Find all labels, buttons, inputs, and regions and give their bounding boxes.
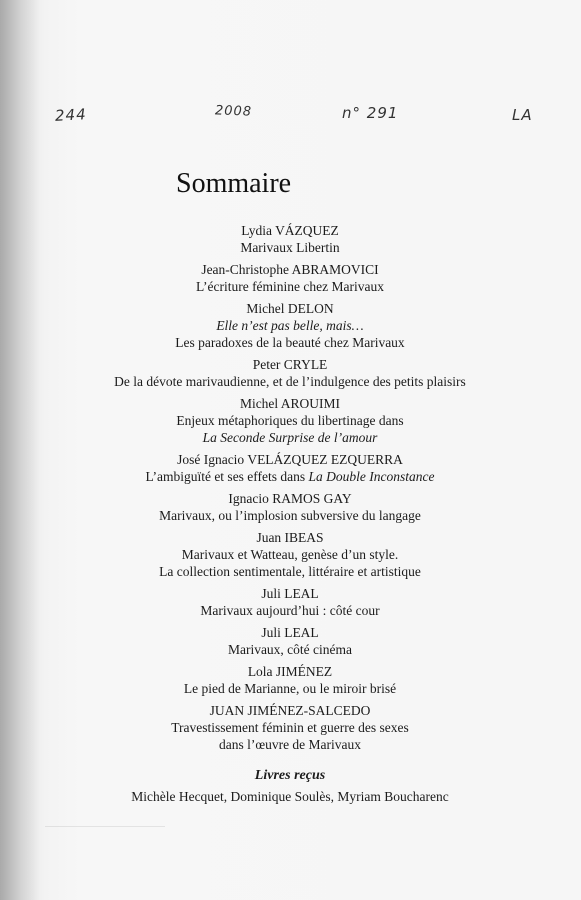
handwritten-note: 2008 xyxy=(214,103,253,120)
entry-author: Juan IBEAS xyxy=(256,530,324,545)
entry-author: Juli LEAL xyxy=(261,625,319,640)
entry-author: Lydia VÁZQUEZ xyxy=(241,223,339,238)
entry-author: JUAN JIMÉNEZ-SALCEDO xyxy=(209,703,371,718)
toc-entry xyxy=(40,300,540,351)
entry-title-line: Marivaux aujourd’hui : côté cour xyxy=(200,603,380,618)
entry-author: Jean-Christophe ABRAMOVICI xyxy=(201,262,379,277)
entry-title-line: L’écriture féminine chez Marivaux xyxy=(195,279,385,294)
toc-entry xyxy=(40,624,540,658)
toc-entry xyxy=(40,663,540,697)
books-authors: Michèle Hecquet, Dominique Soulès, Myriam Boucharenc xyxy=(131,789,449,804)
entry-title-line: Marivaux et Watteau, genèse d’un style. xyxy=(181,547,399,562)
entry-author: José Ignacio VELÁZQUEZ EZQUERRA xyxy=(177,452,403,467)
entry-title-line: La collection sentimentale, littéraire et artistique xyxy=(159,564,421,579)
page-title: Sommaire xyxy=(176,168,292,199)
entry-title-line: Travestissement féminin et guerre des sexes xyxy=(171,720,409,735)
toc-entry xyxy=(40,490,540,524)
divider xyxy=(45,826,165,827)
entry-title-line: dans l’œuvre de Marivaux xyxy=(218,737,362,752)
toc-entry xyxy=(40,451,540,485)
toc-entry xyxy=(40,529,540,580)
entry-title-line: Enjeux métaphoriques du libertinage dans xyxy=(176,413,404,428)
entry-title-line: Le pied de Marianne, ou le miroir brisé xyxy=(183,681,397,696)
entry-title-line: Les paradoxes de la beauté chez Marivaux xyxy=(175,335,405,350)
entry-title-line: De la dévote marivaudienne, et de l’indulgence des petits plaisirs xyxy=(114,374,466,389)
handwritten-note: 244 xyxy=(54,105,88,125)
entry-title-line: Marivaux Libertin xyxy=(240,240,340,255)
entry-author: Peter CRYLE xyxy=(252,357,328,372)
entry-author: Ignacio RAMOS GAY xyxy=(228,491,352,506)
entry-title-segment: L’ambiguïté et ses effets dans xyxy=(145,469,309,484)
entry-author: Lola JIMÉNEZ xyxy=(247,664,333,679)
toc-entry xyxy=(40,356,540,390)
table-of-contents xyxy=(40,222,540,805)
entry-title-line: Marivaux, ou l’implosion subversive du langage xyxy=(159,508,421,523)
entry-title-line: La Seconde Surprise de l’amour xyxy=(202,430,378,445)
handwritten-note: LA xyxy=(512,106,533,124)
entry-title-segment: La Double Inconstance xyxy=(308,469,435,484)
entry-title-line xyxy=(40,468,540,485)
toc-entry xyxy=(40,261,540,295)
toc-entry xyxy=(40,395,540,446)
books-heading: Livres reçus xyxy=(254,768,326,783)
toc-entry xyxy=(40,222,540,256)
handwritten-notes xyxy=(0,104,581,134)
entry-author: Juli LEAL xyxy=(261,586,319,601)
entry-title-line: Elle n’est pas belle, mais… xyxy=(216,318,364,333)
toc-entry xyxy=(40,702,540,753)
toc-entry xyxy=(40,585,540,619)
toc-entries xyxy=(40,222,540,753)
entry-author: Michel DELON xyxy=(246,301,334,316)
entry-title-line: Marivaux, côté cinéma xyxy=(227,642,353,657)
entry-author: Michel AROUIMI xyxy=(239,396,341,411)
spine-shadow xyxy=(0,0,40,900)
handwritten-note: n° 291 xyxy=(342,104,399,122)
